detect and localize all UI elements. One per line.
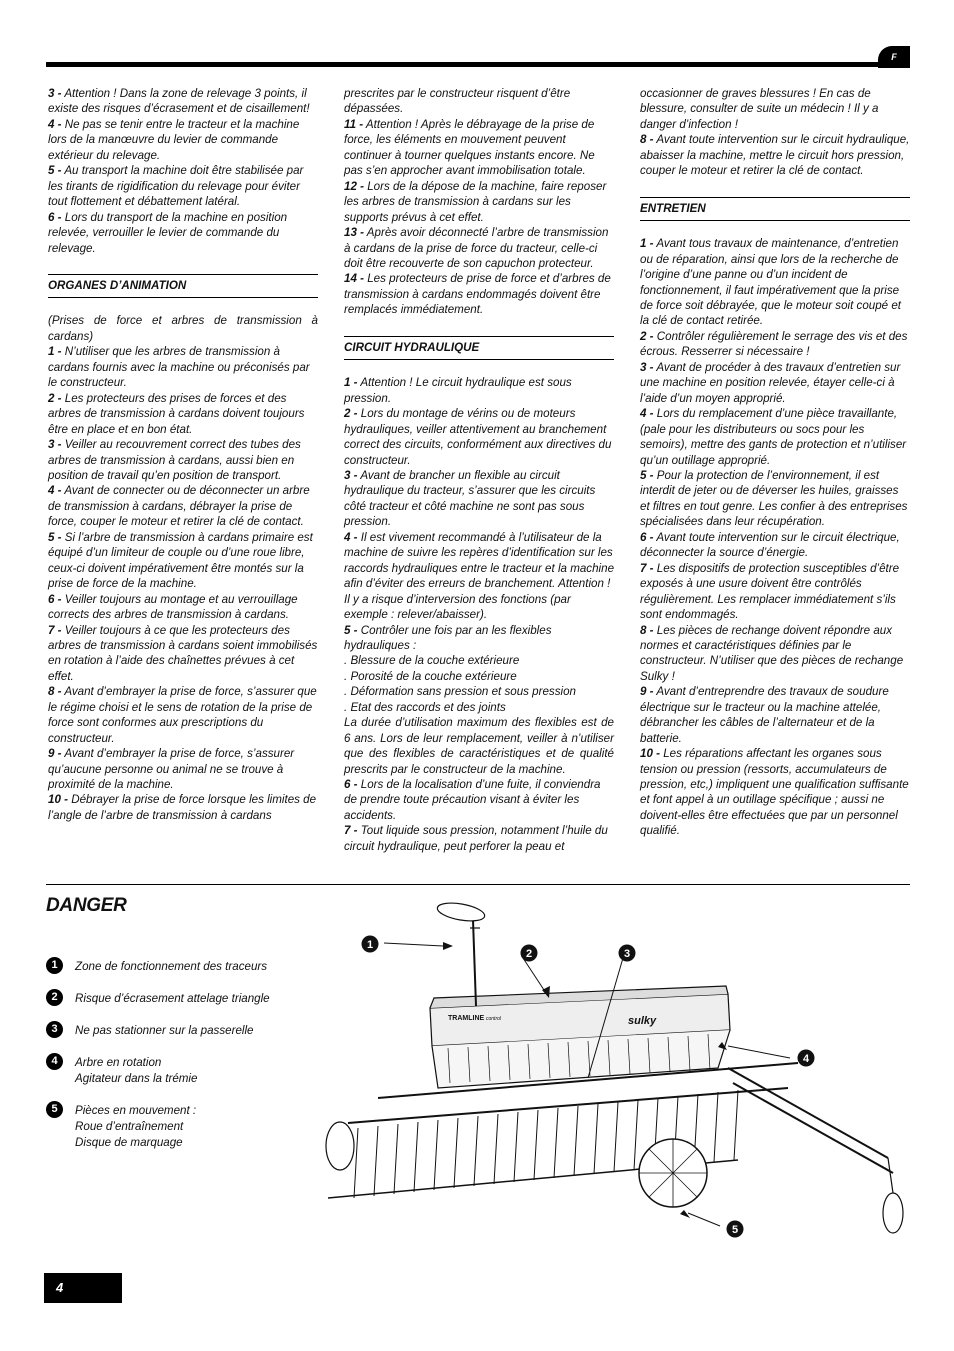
item-text: Avant toute intervention sur le circuit électrique, déconnecter la source d’énergie. xyxy=(640,530,900,560)
callout-3-label: 3 xyxy=(623,948,631,960)
numbered-item xyxy=(48,163,318,209)
numbered-item xyxy=(344,271,614,317)
legend-line: Disque de marquage xyxy=(75,1136,183,1149)
item-number: 2 - xyxy=(640,329,654,343)
item-text: N’utiliser que les arbres de transmission à cardans fournis avec la machine ou préconisés par le constructeur. xyxy=(48,345,310,390)
item-text: Avant tous travaux de maintenance, d’entretien ou de réparation, ainsi que lors de la recherche de l’origine d’une panne ou d’un incident de fonctionnement, il faut impérativement que la prise de force soit débrayée, que le moteur soit coupé et la clé de contact retirée. xyxy=(640,237,902,328)
right-marker-disc xyxy=(883,1193,903,1233)
legend-number: 5 xyxy=(46,1101,63,1118)
item-text: Les dispositifs de protection susceptibles d’être exposés à une usure doivent être contrôlés régulièrement. Les remplacer immédiatement s’ils sont endommagés. xyxy=(640,561,900,622)
item-number: 8 - xyxy=(640,623,654,637)
col2-paragraph: La durée d’utilisation maximum des flexibles est de 6 ans. Lors de leur remplacement, veiller à n’utiliser que des flexibles de caractéristiques et de qualité prescrits par le constructeur de la machine. xyxy=(344,716,614,776)
item-number: 1 - xyxy=(344,376,358,390)
top-rule xyxy=(46,62,910,67)
item-text: Les pièces de rechange doivent répondre aux normes et caractéristiques définies par le constructeur. N’utiliser que des pièces de rechange Sulky ! xyxy=(640,623,904,683)
numbered-item xyxy=(48,746,318,792)
legend-line: Zone de fonctionnement des traceurs xyxy=(75,960,268,973)
hopper-label-small: control xyxy=(486,1016,502,1022)
numbered-item xyxy=(344,777,614,823)
numbered-item xyxy=(640,561,910,623)
item-number: 3 - xyxy=(48,87,62,100)
col2-lead: prescrites par le constructeur risquent d’être dépassées. xyxy=(344,87,571,116)
numbered-item xyxy=(640,132,910,178)
column-2 xyxy=(344,86,614,854)
item-number: 1 - xyxy=(48,345,62,359)
item-text: Pour la protection de l’environnement, il est interdit de jeter ou de déverser les huiles, graisses et filtres en tout genre. Les confier à des entreprises spécialisées dans leur récupération. xyxy=(640,468,908,529)
numbered-item xyxy=(48,483,318,529)
item-text: Attention ! Le circuit hydraulique est sous pression. xyxy=(344,376,572,405)
check-item: . Déformation sans pression et sous pression xyxy=(344,685,576,699)
item-number: 2 - xyxy=(48,391,62,405)
col3-lead: occasionner de graves blessures ! En cas de blessure, consulter de suite un médecin ! Il y a danger d’infection ! xyxy=(640,87,879,131)
item-number: 8 - xyxy=(48,685,62,699)
numbered-item xyxy=(640,236,910,329)
section-title-organes: ORGANES D’ANIMATION xyxy=(48,274,318,298)
item-text: Lors du montage de vérins ou de moteurs hydrauliques, veiller attentivement au branchement correct des circuits, conformément aux directives du constructeur. xyxy=(344,407,612,467)
legend-line: Pièces en mouvement : xyxy=(75,1104,197,1117)
col1-intro: (Prises de force et arbres de transmission à cardans) xyxy=(48,314,318,343)
numbered-item xyxy=(344,823,614,854)
col2-list-a xyxy=(344,117,614,318)
numbered-item xyxy=(344,117,614,179)
item-text: Attention ! Après le débrayage de la prise de force, les éléments en mouvement peuvent continuer à tourner quelques instants encore. Ne pas s’en approcher avant immobilisation totale. xyxy=(344,117,595,178)
item-number: 7 - xyxy=(344,824,358,838)
item-number: 5 - xyxy=(344,623,358,637)
item-text: Au transport la machine doit être stabilisée par les tirants de rigidification du relevage pour éviter tout flottement et débattement latéral. xyxy=(48,164,304,209)
item-text: Contrôler régulièrement le serrage des vis et des écrous. Resserrer si nécessaire ! xyxy=(640,329,908,359)
callout-2-label: 2 xyxy=(525,948,533,960)
item-text: Si l’arbre de transmission à cardans primaire est équipé d’un limiteur de couple ou d’une roue libre, ceux-ci doivent impérativement être montés sur la prise de force de la machine. xyxy=(48,530,313,591)
numbered-item xyxy=(640,623,910,685)
section-title-entretien: ENTRETIEN xyxy=(640,197,910,221)
item-text: Veiller au recouvrement correct des tubes des arbres de transmission à cardans, aussi bien en position de travail qu’en position de transport. xyxy=(48,438,301,482)
legend-number: 4 xyxy=(46,1053,63,1070)
numbered-item xyxy=(48,530,318,592)
legend-number: 2 xyxy=(46,989,63,1006)
item-number: 4 - xyxy=(640,407,654,421)
item-number: 3 - xyxy=(640,360,654,374)
item-text: Lors de la localisation d’une fuite, il conviendra de prendre toute précaution visant à éviter les accidents. xyxy=(344,778,601,822)
item-text: Après avoir déconnecté l’arbre de transmission à cardans de la prise de force du tracteur, celle-ci doit être recouverte de son capuchon protecteur. xyxy=(344,226,609,270)
page-number: 4 xyxy=(44,1273,122,1303)
legend-number: 3 xyxy=(46,1021,63,1038)
legend-line: Risque d’écrasement attelage triangle xyxy=(75,992,270,1005)
marker-disc-top xyxy=(436,900,486,924)
numbered-item xyxy=(640,684,910,746)
item-number: 8 - xyxy=(640,133,654,147)
legend-text xyxy=(75,1023,254,1039)
numbered-item xyxy=(344,406,614,468)
col3-list-b xyxy=(640,236,910,839)
numbered-item xyxy=(48,210,318,256)
numbered-item xyxy=(640,530,910,561)
legend-text xyxy=(75,991,270,1007)
legend-number: 1 xyxy=(46,957,63,974)
check-item: . Porosité de la couche extérieure xyxy=(344,669,517,683)
item-text: Contrôler une fois par an les flexibles hydrauliques : xyxy=(344,623,552,652)
numbered-item xyxy=(48,792,318,823)
danger-divider xyxy=(46,884,910,885)
numbered-item xyxy=(344,375,614,406)
section-title-hydraulique: CIRCUIT HYDRAULIQUE xyxy=(344,336,614,360)
item-text: Lors du transport de la machine en position relevée, verrouiller le levier de commande du relevage. xyxy=(48,210,288,255)
numbered-item xyxy=(48,117,318,163)
item-number: 4 - xyxy=(344,530,358,544)
numbered-item xyxy=(48,344,318,390)
legend-line: Roue d’entraînement xyxy=(75,1120,184,1133)
numbered-item xyxy=(640,329,910,360)
numbered-item xyxy=(48,437,318,483)
numbered-item xyxy=(640,406,910,468)
item-number: 1 - xyxy=(640,237,654,251)
brand-logo: sulky xyxy=(628,1015,657,1027)
item-text: Attention ! Dans la zone de relevage 3 points, il existe des risques d’écrasement et de cisaillement! xyxy=(48,87,310,116)
left-disc xyxy=(326,1122,354,1170)
numbered-item xyxy=(344,179,614,225)
item-number: 10 - xyxy=(640,747,660,761)
item-text: Les protecteurs des prises de forces et des arbres de transmission à cardans doivent toujours être en place et en bon état. xyxy=(48,391,305,436)
numbered-item xyxy=(344,530,614,623)
item-number: 13 - xyxy=(344,226,364,240)
legend-line: Ne pas stationner sur la passerelle xyxy=(75,1024,254,1037)
item-number: 7 - xyxy=(48,623,62,637)
item-number: 5 - xyxy=(48,530,62,544)
item-number: 7 - xyxy=(640,561,654,575)
item-text: Avant de connecter ou de déconnecter un arbre de transmission à cardans, débrayer la prise de force, couper le moteur et retirer la clé de contact. xyxy=(48,484,310,529)
col2-checks xyxy=(344,653,614,715)
numbered-item xyxy=(640,746,910,839)
item-number: 9 - xyxy=(48,747,62,761)
callout-1-label: 1 xyxy=(366,939,374,951)
hopper-label: TRAMLINE xyxy=(448,1015,485,1022)
check-item: . Etat des raccords et des joints xyxy=(344,700,506,714)
numbered-item xyxy=(344,468,614,530)
callout-4-label: 4 xyxy=(802,1053,810,1065)
column-1 xyxy=(48,86,318,823)
item-number: 14 - xyxy=(344,272,364,286)
item-text: Lors du remplacement d’une pièce travaillante, (pale pour les distributeurs ou socs pour les semoirs), mettre des gants de protection et n’utiliser qu’un outillage approprié. xyxy=(640,407,907,467)
item-text: Avant de procéder à des travaux d’entretien sur une machine en position relevée, étayer celle-ci à l’aide d’un moyen approprié. xyxy=(640,360,901,405)
numbered-item xyxy=(640,468,910,530)
numbered-item xyxy=(48,592,318,623)
legend-text xyxy=(75,959,267,975)
col2-list-b xyxy=(344,375,614,653)
callout-5-label: 5 xyxy=(731,1224,739,1236)
item-number: 6 - xyxy=(344,778,358,792)
col3-list-a xyxy=(640,132,910,178)
item-number: 12 - xyxy=(344,179,364,193)
numbered-item xyxy=(640,360,910,406)
item-text: Lors de la dépose de la machine, faire reposer les arbres de transmission à cardans sur les supports prévus à cet effet. xyxy=(344,179,607,224)
item-number: 9 - xyxy=(640,685,654,699)
item-text: Avant d’entreprendre des travaux de soudure électrique sur le tracteur ou la machine attelée, débrancher les câbles de l’alternateur et de la batterie. xyxy=(640,685,889,745)
item-number: 3 - xyxy=(48,438,62,452)
legend-text xyxy=(75,1055,197,1087)
item-text: Veiller toujours à ce que les protecteurs des arbres de transmission à cardans soient immobilisés en rotation à l’aide des chaînettes prévues à cet effet. xyxy=(48,623,318,683)
numbered-item xyxy=(48,684,318,746)
item-text: Avant de brancher un flexible au circuit hydraulique du tracteur, s’assurer que les circuits côté tracteur et côté machine ne sont pas sous pression. xyxy=(344,468,596,529)
numbered-item xyxy=(48,391,318,437)
item-number: 3 - xyxy=(344,468,358,482)
item-number: 5 - xyxy=(640,468,654,482)
legend-line: Agitateur dans la trémie xyxy=(75,1072,198,1085)
item-text: Avant d’embrayer la prise de force, s’assurer que le régime choisi et le sens de rotation de la prise de force sont conformes aux prescriptions du constructeur. xyxy=(48,685,317,745)
item-text: Les réparations affectant les organes sous tension ou pression (ressorts, accumulateurs de pression, etc,) impliquent une qualification suffisante et font appel à un outillage spécifique ; aussi ne doivent-elles être effectuées que par un personnel qualifié. xyxy=(640,747,909,838)
check-item: . Blessure de la couche extérieure xyxy=(344,654,520,668)
item-text: Veiller toujours au montage et au verrouillage corrects des arbres de transmission à cardans. xyxy=(48,592,298,622)
col1-list-a xyxy=(48,86,318,256)
language-badge: F xyxy=(878,46,910,68)
danger-title: DANGER xyxy=(46,895,127,916)
numbered-item xyxy=(48,623,318,685)
item-number: 2 - xyxy=(344,407,358,421)
item-number: 6 - xyxy=(48,210,62,224)
col1-list-b xyxy=(48,344,318,823)
item-text: Il est vivement recommandé à l’utilisateur de la machine de suivre les repères d’identification sur les raccords hydrauliques entre le tracteur et la machine afin d’éviter des erreurs de branchement. Attention ! Il y a risque d’interversion des fonctions (par exemple : relever/abaisser). xyxy=(344,530,615,622)
item-number: 4 - xyxy=(48,117,62,131)
item-text: Avant toute intervention sur le circuit hydraulique, abaisser la machine, mettre le circuit hors pression, couper le moteur et retirer la clé de contact. xyxy=(640,133,910,178)
numbered-item xyxy=(344,225,614,271)
numbered-item xyxy=(344,623,614,654)
item-text: Les protecteurs de prise de force et d’arbres de transmission à cardans endommagés doivent être remplacés immédiatement. xyxy=(344,272,611,317)
legend-text xyxy=(75,1103,196,1151)
item-text: Débrayer la prise de force lorsque les limites de l’angle de l’arbre de transmission à cardans xyxy=(48,793,317,822)
item-number: 10 - xyxy=(48,793,68,807)
item-number: 6 - xyxy=(48,592,62,606)
col2-list-c xyxy=(344,777,614,854)
numbered-item xyxy=(48,86,318,117)
item-number: 11 - xyxy=(344,117,364,131)
legend-line: Arbre en rotation xyxy=(75,1056,162,1069)
column-3 xyxy=(640,86,910,839)
item-text: Ne pas se tenir entre le tracteur et la machine lors de la manœuvre du levier de commande extérieur du relevage. xyxy=(48,117,300,162)
item-number: 6 - xyxy=(640,530,654,544)
item-number: 4 - xyxy=(48,484,62,498)
item-number: 5 - xyxy=(48,164,62,178)
item-text: Avant d’embrayer la prise de force, s’assurer qu’aucune personne ou animal ne se trouve à proximité de la machine. xyxy=(48,747,295,792)
item-text: Tout liquide sous pression, notamment l’huile du circuit hydraulique, peut perforer la peau et xyxy=(344,824,608,853)
seed-drill-illustration xyxy=(318,898,910,1248)
